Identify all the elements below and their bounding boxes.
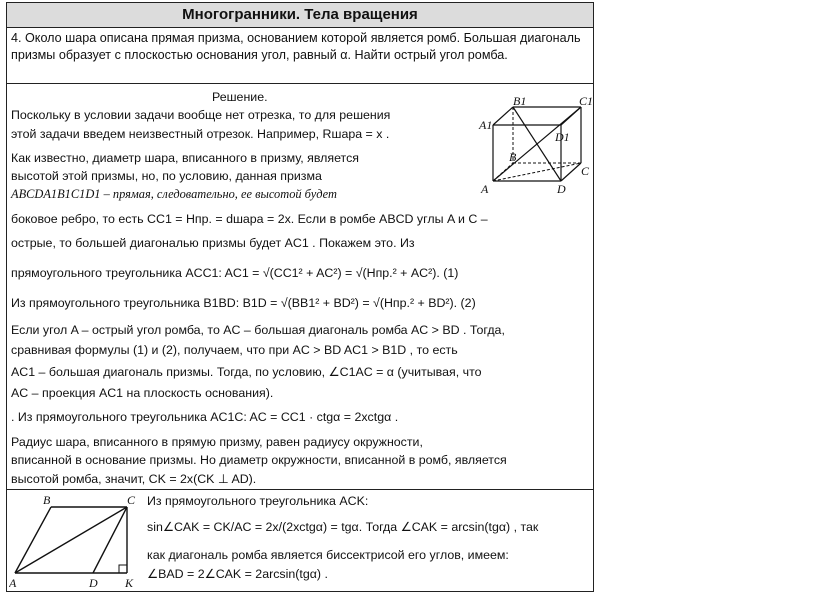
text-line: боковое ребро, то есть CC1 = Hпр. = dшара = 2x. Если в ромбе ABCD углы A и C – — [11, 212, 488, 226]
page-title: Многогранники. Тела вращения — [7, 3, 593, 28]
text-line: сравнивая формулы (1) и (2), получаем, что при AC > BD AC1 > B1D , то есть — [11, 343, 458, 357]
task-text: 4. Около шара описана прямая призма, основанием которой является ромб. Большая диагональ призмы образует с плоскостью основания угол, равный α. Найти острый угол ромба. — [11, 31, 581, 62]
text-line: Поскольку в условии задачи вообще нет отрезка, то для решения — [11, 108, 391, 122]
text-line: высотой ромба, значит, CK = 2x(CK ⊥ AD). — [11, 472, 257, 486]
text-line: этой задачи введем неизвестный отрезок. Например, Rшара = x . — [11, 127, 390, 141]
rhombus-figure — [9, 491, 143, 589]
prism-label: B — [509, 150, 517, 164]
prism-label: D — [557, 182, 566, 196]
prism-label: D1 — [555, 130, 570, 144]
rhombus-label: B — [43, 493, 51, 507]
formula-line: Из прямоугольного треугольника B1BD: B1D = √(BB1² + BD²) = √(Hпр.² + BD²). (2) — [11, 296, 476, 310]
text-line: как диагональ ромба является биссектрисой его углов, имеем: — [147, 548, 509, 562]
text-line: высотой этой призмы, но, по условию, данная призма — [11, 169, 322, 183]
prism-figure — [473, 95, 593, 200]
rhombus-label: K — [125, 576, 134, 589]
prism-label: A — [481, 182, 489, 196]
text-line: ABCDA1B1C1D1 – прямая, следовательно, ее высотой будет — [11, 187, 337, 201]
formula-line: sin∠CAK = CK/AC = 2x/(2xctgα) = tgα. Тогда ∠CAK = arcsin(tgα) , так — [147, 520, 539, 534]
solution-heading: Решение. — [212, 90, 268, 104]
page-frame — [6, 2, 594, 592]
text-line: Как известно, диаметр шара, вписанного в призму, является — [11, 151, 359, 165]
text-line: Если угол A – острый угол ромба, то AC – большая диагональ ромба AC > BD . Тогда, — [11, 323, 505, 337]
prism-label: A1 — [479, 118, 493, 132]
rhombus-label: A — [9, 576, 17, 589]
text-line: AC – проекция AC1 на плоскость основания). — [11, 386, 274, 400]
text-line: . Из прямоугольного треугольника AC1C: AC = CC1 · ctgα = 2xctgα . — [11, 410, 399, 424]
text-line: AC1 – большая диагональ призмы. Тогда, по условию, ∠C1AC = α (учитывая, что — [11, 365, 482, 379]
text-line: острые, то большей диагональю призмы будет AC1 . Покажем это. Из — [11, 236, 415, 250]
divider — [7, 83, 593, 84]
text-line: Из прямоугольного треугольника ACK: — [147, 494, 369, 508]
formula-line: прямоугольного треугольника ACC1: AC1 = √(CC1² + AC²) = √(Hпр.² + AC²). (1) — [11, 266, 459, 280]
rhombus-label: C — [127, 493, 136, 507]
text-line: Радиус шара, вписанного в прямую призму, равен радиусу окружности, — [11, 435, 423, 449]
divider — [7, 489, 593, 490]
prism-label: B1 — [513, 95, 527, 108]
prism-label: C — [581, 164, 590, 178]
formula-line: ∠BAD = 2∠CAK = 2arcsin(tgα) . — [147, 567, 328, 581]
text-line: вписанной в основание призмы. Но диаметр окружности, вписанной в ромб, является — [11, 453, 507, 467]
prism-label: C1 — [579, 95, 593, 108]
rhombus-label: D — [89, 576, 98, 589]
